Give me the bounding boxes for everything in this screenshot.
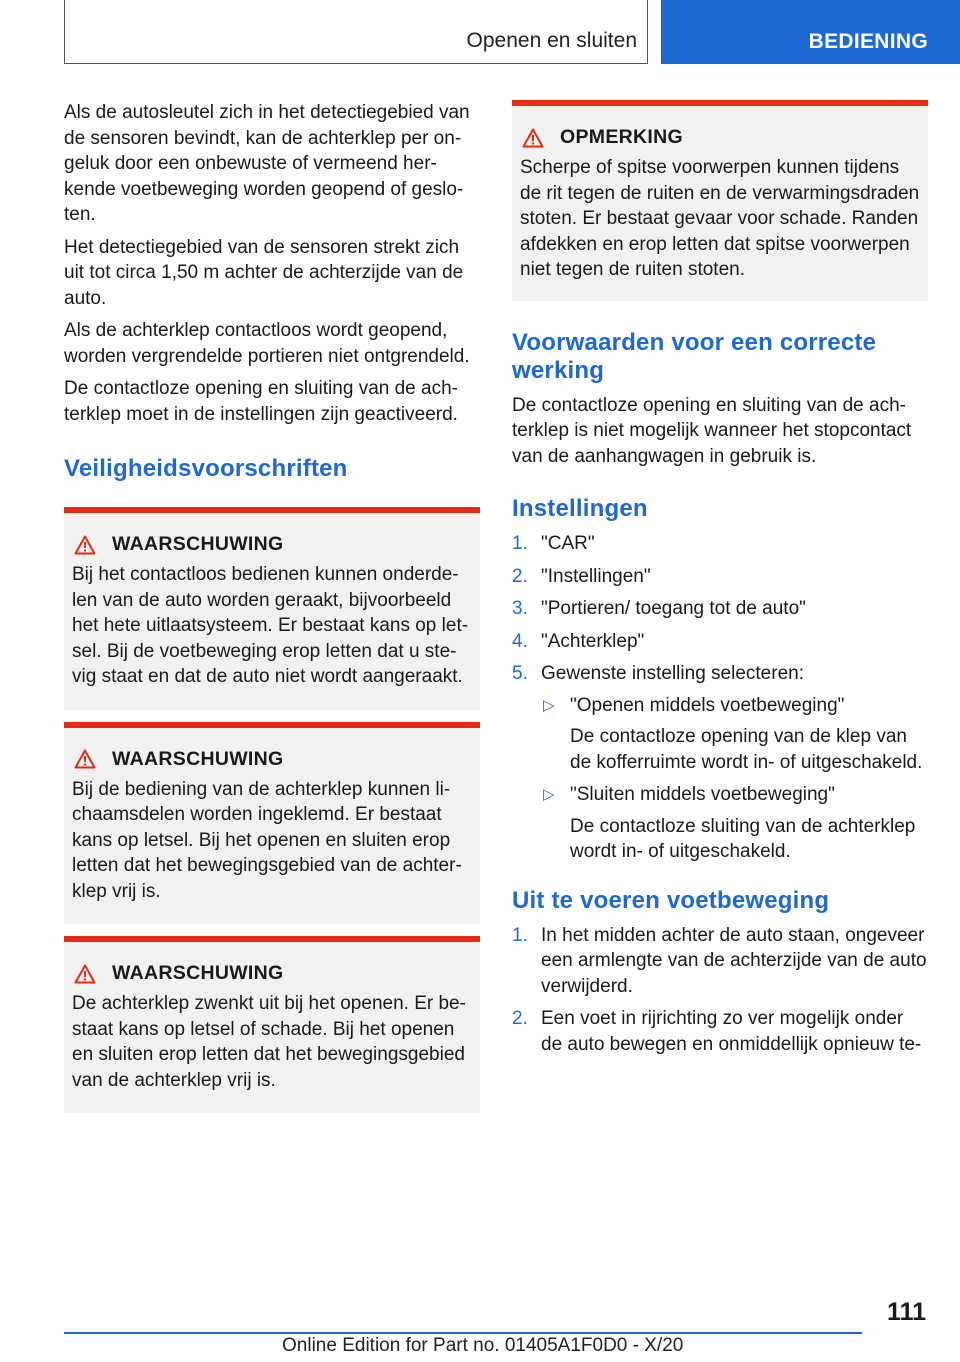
- left-column: [64, 100, 480, 1113]
- warning-triangle-icon: [74, 535, 96, 555]
- list-item: [512, 923, 928, 1000]
- step-number: 1.: [512, 533, 528, 554]
- warning-box: [64, 936, 480, 1113]
- step-number: 4.: [512, 630, 528, 652]
- step-number: 2.: [512, 1008, 528, 1029]
- header-chapter-title: BEDIENING: [808, 30, 928, 53]
- conditions-text: De contactloze opening en sluiting van de achterklep is niet mogelijk wanneer het stopcontact van de aanhangwagen in gebruik is.: [512, 394, 912, 467]
- step-text: "Achterklep": [541, 630, 645, 652]
- warning-title-text: WAARSCHUWING: [112, 747, 284, 770]
- list-item: [512, 661, 928, 865]
- option-item: [541, 693, 928, 776]
- step-text: "Instellingen": [541, 565, 651, 587]
- step-text: In het midden achter de auto staan, ongeveer een armlengte van de achterzijde van de auto verwijderd.: [541, 924, 927, 997]
- right-column: [512, 100, 928, 1064]
- option-description: De contactloze opening van de klep van de kofferruimte wordt in- of uitgeschakeld.: [570, 726, 923, 773]
- settings-heading: Instellingen: [512, 495, 648, 522]
- paragraph: Het detectiegebied van de sensoren strekt zich uit tot circa 1,50 m achter de achterzijde van de auto.: [64, 236, 464, 309]
- option-item: [541, 782, 928, 865]
- warning-text: Bij de bediening van de achterklep kunnen lichaamsdelen worden ingeklemd. Er bestaat kans op letsel. Bij het openen en sluiten erop letten dat het bewegingsgebied van de achterklep vrij is.: [72, 778, 462, 902]
- header-section-title: Openen en sluiten: [466, 29, 637, 52]
- step-number: 5.: [512, 663, 528, 684]
- step-text: "Portieren/ toegang tot de auto": [541, 598, 806, 619]
- warning-triangle-icon: [74, 964, 96, 984]
- list-item: [512, 596, 928, 622]
- step-text: Gewenste instelling selecteren:: [541, 663, 804, 684]
- paragraph: Als de achterklep contactloos wordt geopend, worden vergrendelde portieren niet ontgrendeld.: [64, 320, 470, 367]
- list-item: [512, 564, 928, 590]
- warning-text: De achterklep zwenkt uit bij het openen. Er bestaat kans op letsel of schade. Bij het openen en sluiten erop letten dat het bewegingsgebied van de achterklep vrij is.: [72, 993, 466, 1091]
- option-label: "Openen middels voetbeweging": [570, 694, 845, 716]
- step-number: 2.: [512, 565, 528, 587]
- list-item: [512, 1006, 928, 1057]
- note-title-text: OPMERKING: [560, 126, 683, 148]
- warning-triangle-icon: [74, 749, 96, 769]
- warning-title-text: WAARSCHUWING: [112, 533, 284, 555]
- conditions-heading: Voorwaarden voor een correcte werking: [512, 328, 877, 384]
- warning-triangle-icon: [522, 128, 544, 148]
- triangle-right-icon: ▷: [543, 786, 555, 803]
- option-description: De contactloze sluiting van de achterklep wordt in- of uitgeschakeld.: [570, 815, 916, 862]
- page-number: 111: [887, 1298, 926, 1326]
- warning-text: Bij het contactloos bedienen kunnen onderdelen van de auto worden geraakt, bijvoorbeeld het hete uitlaatsysteem. Er bestaat kans op letsel. Bij de voetbeweging erop letten dat u stevig staat en dat de auto niet wordt aangeraakt.: [72, 564, 469, 687]
- note-box: [512, 100, 928, 301]
- warning-title: [74, 748, 472, 771]
- footer-divider: [64, 1332, 862, 1334]
- step-text: Een voet in rijrichting zo ver mogelijk onder de auto bewegen en onmiddellijk opnieuw te-: [541, 1008, 922, 1055]
- step-number: 1.: [512, 924, 528, 946]
- footer-edition: Online Edition for Part no. 01405A1F0D0 - X/20: [282, 1335, 684, 1356]
- note-title: [522, 126, 920, 149]
- paragraph: Als de autosleutel zich in het detectiegebied van de sensoren bevindt, kan de achterklep per ongeluk door een onbewuste of vermeend herkende voetbeweging worden geopend of gesloten.: [64, 102, 470, 225]
- header-section-box: [64, 0, 648, 64]
- warning-box: [64, 722, 480, 925]
- paragraph: De contactloze opening en sluiting van de achterklep moet in de instellingen zijn geactiveerd.: [64, 378, 458, 425]
- list-item: [512, 531, 928, 557]
- note-text: Scherpe of spitse voorwerpen kunnen tijdens de rit tegen de ruiten en de verwarmingsdraden stoten. Er bestaat gevaar voor schade. Randen afdekken en erop letten dat spitse voorwerpen niet tegen de ruiten stoten.: [520, 157, 920, 280]
- step-text: "CAR": [541, 533, 595, 554]
- header-chapter-tab: [661, 0, 960, 64]
- list-item: [512, 629, 928, 655]
- triangle-right-icon: ▷: [543, 696, 555, 714]
- safety-heading: Veiligheidsvoorschriften: [64, 455, 348, 482]
- foot-movement-steps: [512, 923, 928, 1058]
- foot-movement-heading: Uit te voeren voetbeweging: [512, 886, 830, 914]
- warning-title: [74, 533, 472, 556]
- warning-title: [74, 962, 472, 985]
- option-label: "Sluiten middels voetbeweging": [570, 784, 835, 805]
- settings-options: [541, 693, 928, 865]
- warning-box: [64, 507, 480, 710]
- step-number: 3.: [512, 598, 528, 619]
- warning-title-text: WAARSCHUWING: [112, 962, 284, 984]
- settings-steps: [512, 531, 928, 865]
